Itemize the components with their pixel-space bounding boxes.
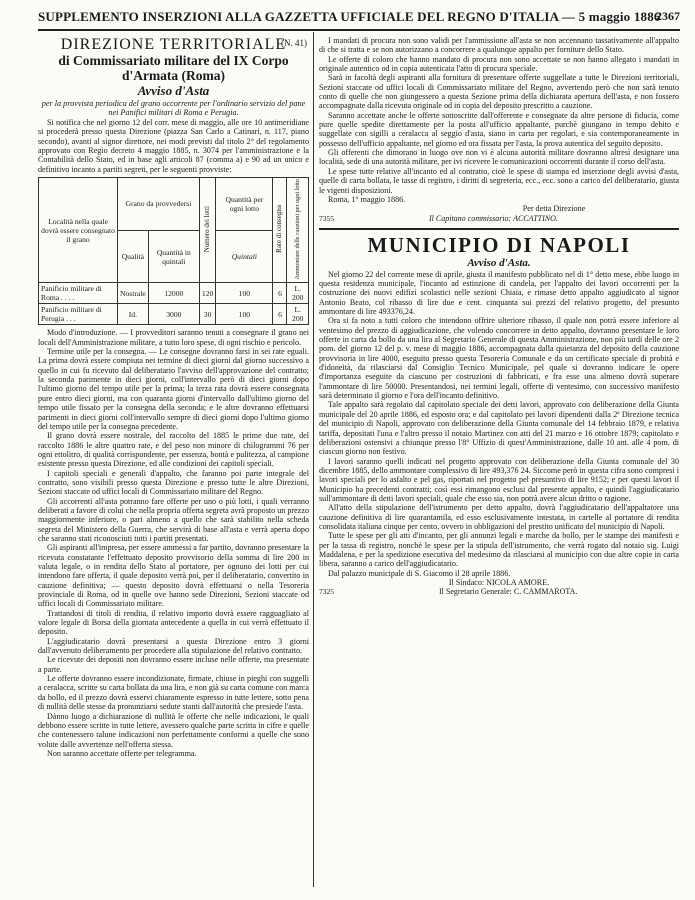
paragraph: Gli accorrenti all'asta potranno fare offerte per uno o più lotti, i quali verranno deliberati a favore di colui che nella propria offerta segreta avrà proposto un prezzo maggiormente inferiore, o pari almeno a quello che sarà stabilito nella scheda segreta del Ministero della Guerra, che servirà di base all'asta e verrà aperta dopo che saranno stati riconosciuti tutti i partiti presentati. — [38, 496, 309, 543]
paragraph: I lavori saranno quelli indicati nel progetto approvato con deliberazione della Giunta comunale del 30 dicembre 1885, dello ammontare complessivo di lire 493,376 24. Siccome però in questa cifra sono compresi i lavori speciali per lo asfalto e pel gas, riportati nel progetto pel presuntivo di lire 9152; e per questi lavori il Municipio ha precedenti contratti; così essi rimangono esclusi dal presente appalto, e quindi l'aggiudicatario sull'ammontare di detti lavori speciali, quale che esso sia, non potrà avere alcun dritto o ragione. — [319, 456, 679, 503]
table-header-row — [39, 177, 309, 230]
paragraph: Tale appalto sarà regolato dal capitolato speciale dei detti lavori, approvato con deliberazione della Giunta municipale del 20 aprile 1886, ed esposto ora; e dal capitolato pei lavori dipendenti dalla 2ª Direzione tecnica del municipio di Napoli, approvato con deliberazione della Giunta comunale del 14 febbraio 1879, e relativa tariffa, depositati l'una e l'altro presso il notaio Martinez con atti del 21 marzo e 16 ottobre 1879; capitolato e deliberazioni ostensivi a chiunque presso l'8° Uffizio di quest'Amministrazione, dalle 10 ant. alle 4 pom. di ciascun giorno non festivo. — [319, 400, 679, 457]
column-divider — [313, 32, 314, 887]
paragraph: Ora si fa noto a tutti coloro che intendono offrire ulteriore ribasso, il quale non potrà essere inferiore al ventesimo del prezzo di aggiudicazione, che volendo concorrere in detto appalto, dovranno presentare le loro offerte in carta da bollo da una lira al Segretario Generale di questa Amministrazione, non più tardi delle ore 2 pom. del giorno 12 del p. v. mese di maggio 1886, accompagnata dalla quietanza del deposito della cauzione provvisoria in lire 4000, eseguito presso questa Tesoreria Comunale e da un certificato speciale di probità e d'idoneità, da rilasciarsi dal Consiglio Tecnico Municipale, pel quale si dovranno indicare le opere d'importanza eseguite da ciascuno per costruzioni di fabbricati, e fra esse una almeno dovrà superare l'ammontare di lire 50000. Presentandosi, nei termini legali, offerte di ventesimo, con successivo manifesto sarà determinato il giorno e l'ora dell'incanto definitivo. — [319, 316, 679, 401]
col-header-quantity: Quantità in quintali — [148, 230, 199, 283]
paragraph: Gli offerenti che dimorano in luogo ove non vi è alcuna autorità militare dovranno altresì designare una località, sede di una autorità militare, per ivi ricevere le comunicazioni occorrenti durante il corso dell'asta. — [319, 148, 679, 167]
commissario-signature: Il Capitano commissario: ACCATTINO. — [429, 213, 558, 223]
cell-rates: 6 — [273, 304, 287, 325]
cell-quality: Nostrale — [118, 283, 149, 304]
paragraph: Non saranno accettate offerte per telegramma. — [47, 748, 197, 758]
right-column — [319, 36, 679, 886]
muni-date: Dal palazzo municipale di S. Giacomo il 28 aprile 1886. — [328, 568, 511, 578]
cell-per-lot: 100 — [216, 283, 273, 304]
cell-rates: 6 — [273, 283, 287, 304]
paragraph: Le spese tutte relative all'incanto ed al contratto, cioè le spese di stampa ed inserzione degli avvisi d'asta, quelle di carta bollata, le tasse di registro, i diritti di segreteria, ecc., ecc. sono a carico del deliberatario, giusta le vigenti disposizioni. — [319, 166, 679, 195]
paragraph: Le ricevute dei depositi non dovranno essere incluse nelle offerte, ma presentate a parte. — [38, 655, 309, 674]
muni-avviso-title: Avviso d'Asta. — [467, 256, 531, 269]
header-title: SUPPLEMENTO INSERZIONI ALLA GAZZETTA UFFICIALE DEL REGNO D'ITALIA — 5 maggio 1886 — [38, 9, 661, 24]
table-row — [39, 304, 309, 325]
col-header-place: Località nella quale dovrà essere consegnato il grano — [39, 177, 118, 283]
cell-quantity: 3000 — [148, 304, 199, 325]
cell-lots: 30 — [199, 304, 215, 325]
cell-deposit: L. 200 — [287, 304, 309, 325]
paragraph: Termine utile per la consegna. — Le consegne dovranno farsi in sei rate eguali. La prima dovrà essere compiuta nei termine di dieci giorni dal giorno successivo a quello in cui fu ricevuto dal deliberatario l'avviso dell'approvazione del contratto; la seconda parimente in dieci giorni, coll'intervallo però di dieci giorni dopo l'ultimo giorno del tempo utile per la prima; la terza rata dovrà essere consegnata pure entro dieci giorni, ma con quaranta giorni d'intervallo dall'ultimo giorno del tempo utile fissato per la consegna della seconda; e le altre dovranno effettuarsi parimenti in dieci giorni coll'intervallo sempre di dieci giorni dopo l'ultimo giorno del tempo utile per la consegna precedente. — [38, 347, 309, 431]
signature-row — [319, 214, 679, 224]
col-header-quintali: Quintali — [216, 230, 273, 283]
page-header — [38, 7, 680, 31]
paragraph: Le offerte di coloro che hanno mandato di procura non sono accettate se non hanno allegato i mandati in originale autentico od in copia autenticata l'atto di procura speciale. — [319, 54, 679, 74]
notice-number: (N. 41) — [281, 38, 307, 48]
col-header-lots: Numero dei lotti — [199, 177, 215, 283]
col-header-deposit: Ammontare delle cauzioni per ogni lotto — [287, 177, 309, 283]
paragraph: All'atto della stipulazione dell'istrumento per detto appalto, dovrà l'aggiudicatario dell'appaltatore una cauzione definitiva di lire quarantamila, ed esso esclusivamente intestata, in cartelle al portatore di rendita consolidata italiana cinque per cento, ovvero in obbligazioni del prestito unificato del municipio di Napoli. — [319, 503, 679, 531]
cell-place: Panificio militare di Perugia . . . — [39, 304, 118, 325]
paragraph: Trattandosi di titoli di rendita, il relativo importo dovrà essere ragguagliato al valore legale di Borsa della giornata antecedente a quella in cui verrà effettuato il deposito. — [38, 608, 309, 637]
segretario-signature: Il Segretario Generale: C. CAMMAROTA. — [439, 587, 578, 597]
table-row — [39, 283, 309, 304]
left-column — [38, 36, 309, 886]
page-number: 2367 — [656, 9, 680, 23]
paragraph: Dànno luogo a dichiarazione di nullità le offerte che nelle indicazioni, le quali debbono essere scritte in tutte lettere, avessero qualche parte scritta in cifre e quelle che contenessero talune indicazioni non perfettamente conformi a quelle che sono volute dalle avvertenze nell'offerta stessa. — [38, 711, 309, 749]
paragraph: I mandati di procura non sono validi per l'ammissione all'asta se non accennano tassativamente all'appalto di che si tratta e se non autorizzano a concorrere a qualunque appalto per forniture dello Stato. — [319, 36, 679, 55]
notice-avviso-title: Avviso d'Asta — [137, 83, 210, 98]
cell-deposit: L. 200 — [287, 283, 309, 304]
notice-heading-1: DIREZIONE TERRITORIALE — [60, 36, 287, 53]
muni-heading: MUNICIPIO DI NAPOLI — [367, 232, 631, 257]
sindaco-signature: Il Sindaco: NICOLA AMORE. — [448, 578, 550, 588]
per-direzione: Per detta Direzione — [522, 204, 586, 214]
grain-table — [38, 177, 309, 326]
paragraph: Tutte le spese per gli atti d'incanto, per gli annunzi legali e marche da bollo, per le stampe dei manifesti e per la tassa di registro, nonchè le spese per la stipula dell'istrumento, che verrà rogato dal notaio sig. Luigi Maddalena, e per la spedizione esecutiva del medesimo da rilasciarsi al municipio con due altre copie in carta libera, saranno a carico dell'aggiudicatario. — [319, 531, 679, 569]
paragraph: Gli aspiranti all'impresa, per essere ammessi a far partito, dovranno presentare la ricevuta constatante l'effettuato deposito provvisorio della somma di lire 200 in valuta legale, o in rendita dello Stato al portatore, per ognuno dei lotti per cui intendono fare offerta, il quale deposito verrà poi, per il deliberatario, convertito in cauzione definitiva; — questo deposito dovrà effettuarsi o nella Tesoreria provinciale di Roma, od in quelle ove hanno sede Direzioni, Sezioni staccate od uffici locali di Commissariato militare. — [38, 543, 309, 609]
paragraph: L'aggiudicatario dovrà presentarsi a questa Direzione entro 3 giorni dall'avvenuto deliberamento per procedere alla stipulazione del relativo contratto. — [38, 636, 309, 656]
notice-header — [38, 36, 309, 53]
section-separator — [319, 228, 679, 230]
cell-per-lot: 100 — [216, 304, 273, 325]
paragraph: Modo d'introduzione. — I provveditori saranno tenuti a consegnare il grano nei locali dell'Amministrazione militare, a tutto loro spese, di ogni rischio e pericolo. — [38, 328, 309, 347]
paragraph: Sarà in facoltà degli aspiranti alla fornitura di presentare offerte suggellate a tutte le Direzioni territoriali, Sezioni staccate od uffici locali di Commissariato militare del Regno, avvertendo però che non sarà tenuto conto di quelle che non giungessero a questa Sezione prima della dichiarata apertura dell'asta, e non fossero accompagnate dalla ricevuta originale od in copia del deposito prescritto a cauzione. — [319, 73, 679, 111]
paragraph: Nel giorno 22 del corrente mese di aprile, giusta il manifesto pubblicato nel di 1° detto mese, ebbe luogo in questa residenza municipale, l'incanto ad estinzione di candela, per l'appalto dei lavori occorrenti per la costruzione dei nuovi edifizi scolastici nelle sezioni Chiaia, e rimase detto appalto aggiudicato al signor Antonio Beato, col ribasso di lire due e cent. cinquanta sui prezzi del relativo progetto, del presunto ammontare di lire 493376,24. — [319, 269, 679, 317]
paragraph: Il grano dovrà essere nostrale, del raccolto del 1885 le prime due rate, del raccolto 1886 le altre quattro rate, e del peso non minore di chilogrammi 76 per ogni ettolitro, di qualità corrispondente, per essenza, bontà e pulitezza, al campione esistente presso questa Direzione, ed alle condizioni dei capitoli speciali. — [38, 431, 309, 469]
col-header-quality: Qualità — [118, 230, 149, 283]
cell-quantity: 12000 — [148, 283, 199, 304]
col-header-rates: Rate di consegna — [273, 177, 287, 283]
notice-heading-2: di Commissariato militare del IX Corpo d'Armata (Roma) — [58, 53, 289, 83]
col-header-grain: Grano da provvedersi — [118, 177, 200, 230]
cell-place: Panificio militare di Roma . . . . — [39, 283, 118, 304]
cell-quality: Id. — [118, 304, 149, 325]
paragraph: Saranno accettate anche le offerte sottoscritte dall'offerente e consegnate da altre persone di fiducia, come pure quelle spedite direttamente per la posta all'ufficio appaltante, purchè giungano in tempo debito e suggellate con sigilli a ceralacca al seggio d'asta, siano in carta per regolari, e sia contemporaneamente in possesso dell'ufficio appaltante, nel giorno ed ora fissata per l'asta, la prova autentica del seguito deposito. — [319, 110, 679, 148]
ad-number: 7355 — [319, 213, 334, 223]
cell-lots: 120 — [199, 283, 215, 304]
ad-number: 7325 — [319, 587, 334, 597]
col-header-perlot: Quantità per ogni lotto — [216, 177, 273, 230]
notice-intro: Si notifica che nel giorno 12 del corr. mese di maggio, alle ore 10 antimeridiane si procederà presso questa Direzione (piazza San Carlo a Catinari, n. 117, piano secondo), avanti al signor direttore, nei modi previsti dal titolo 2° del regolamento approvato con Regio decreto 4 maggio 1885, n. 3074 per l'amministrazione e la Contabilità dello Stato, ed in base agli articoli 87 (comma a) e 90 ad un unico e definitivo incanto a partiti segreti, per le seguenti provviste: — [38, 117, 309, 174]
notice-subtitle: per la provvista periodica del grano occorrente per l'ordinario servizio del pane nei Panifici militari di Roma e Perugia. — [41, 99, 306, 118]
paragraph: I capitoli speciali e generali d'appalto, che faranno poi parte integrale del contratto, sono visibili presso questa Direzione e presso tutte le altre Direzioni, Sezioni staccate od uffici locali di Commissariato militare del Regno. — [38, 468, 309, 497]
signature-row — [319, 587, 679, 597]
paragraph: Le offerte dovranno essere incondizionate, firmate, chiuse in pieghi con suggelli a ceralacca, scritte su carta bollata da una lira, e non già su carta comune con marca da bollo, ed il prezzo dovrà esservi chiaramente espresso in tutte lettere, sotto pena di nullità delle stesse da pronunziarsi sedute stanti dall'autorità che presiede l'asta. — [38, 674, 309, 712]
date-line: Roma, 1° maggio 1886. — [328, 194, 406, 204]
